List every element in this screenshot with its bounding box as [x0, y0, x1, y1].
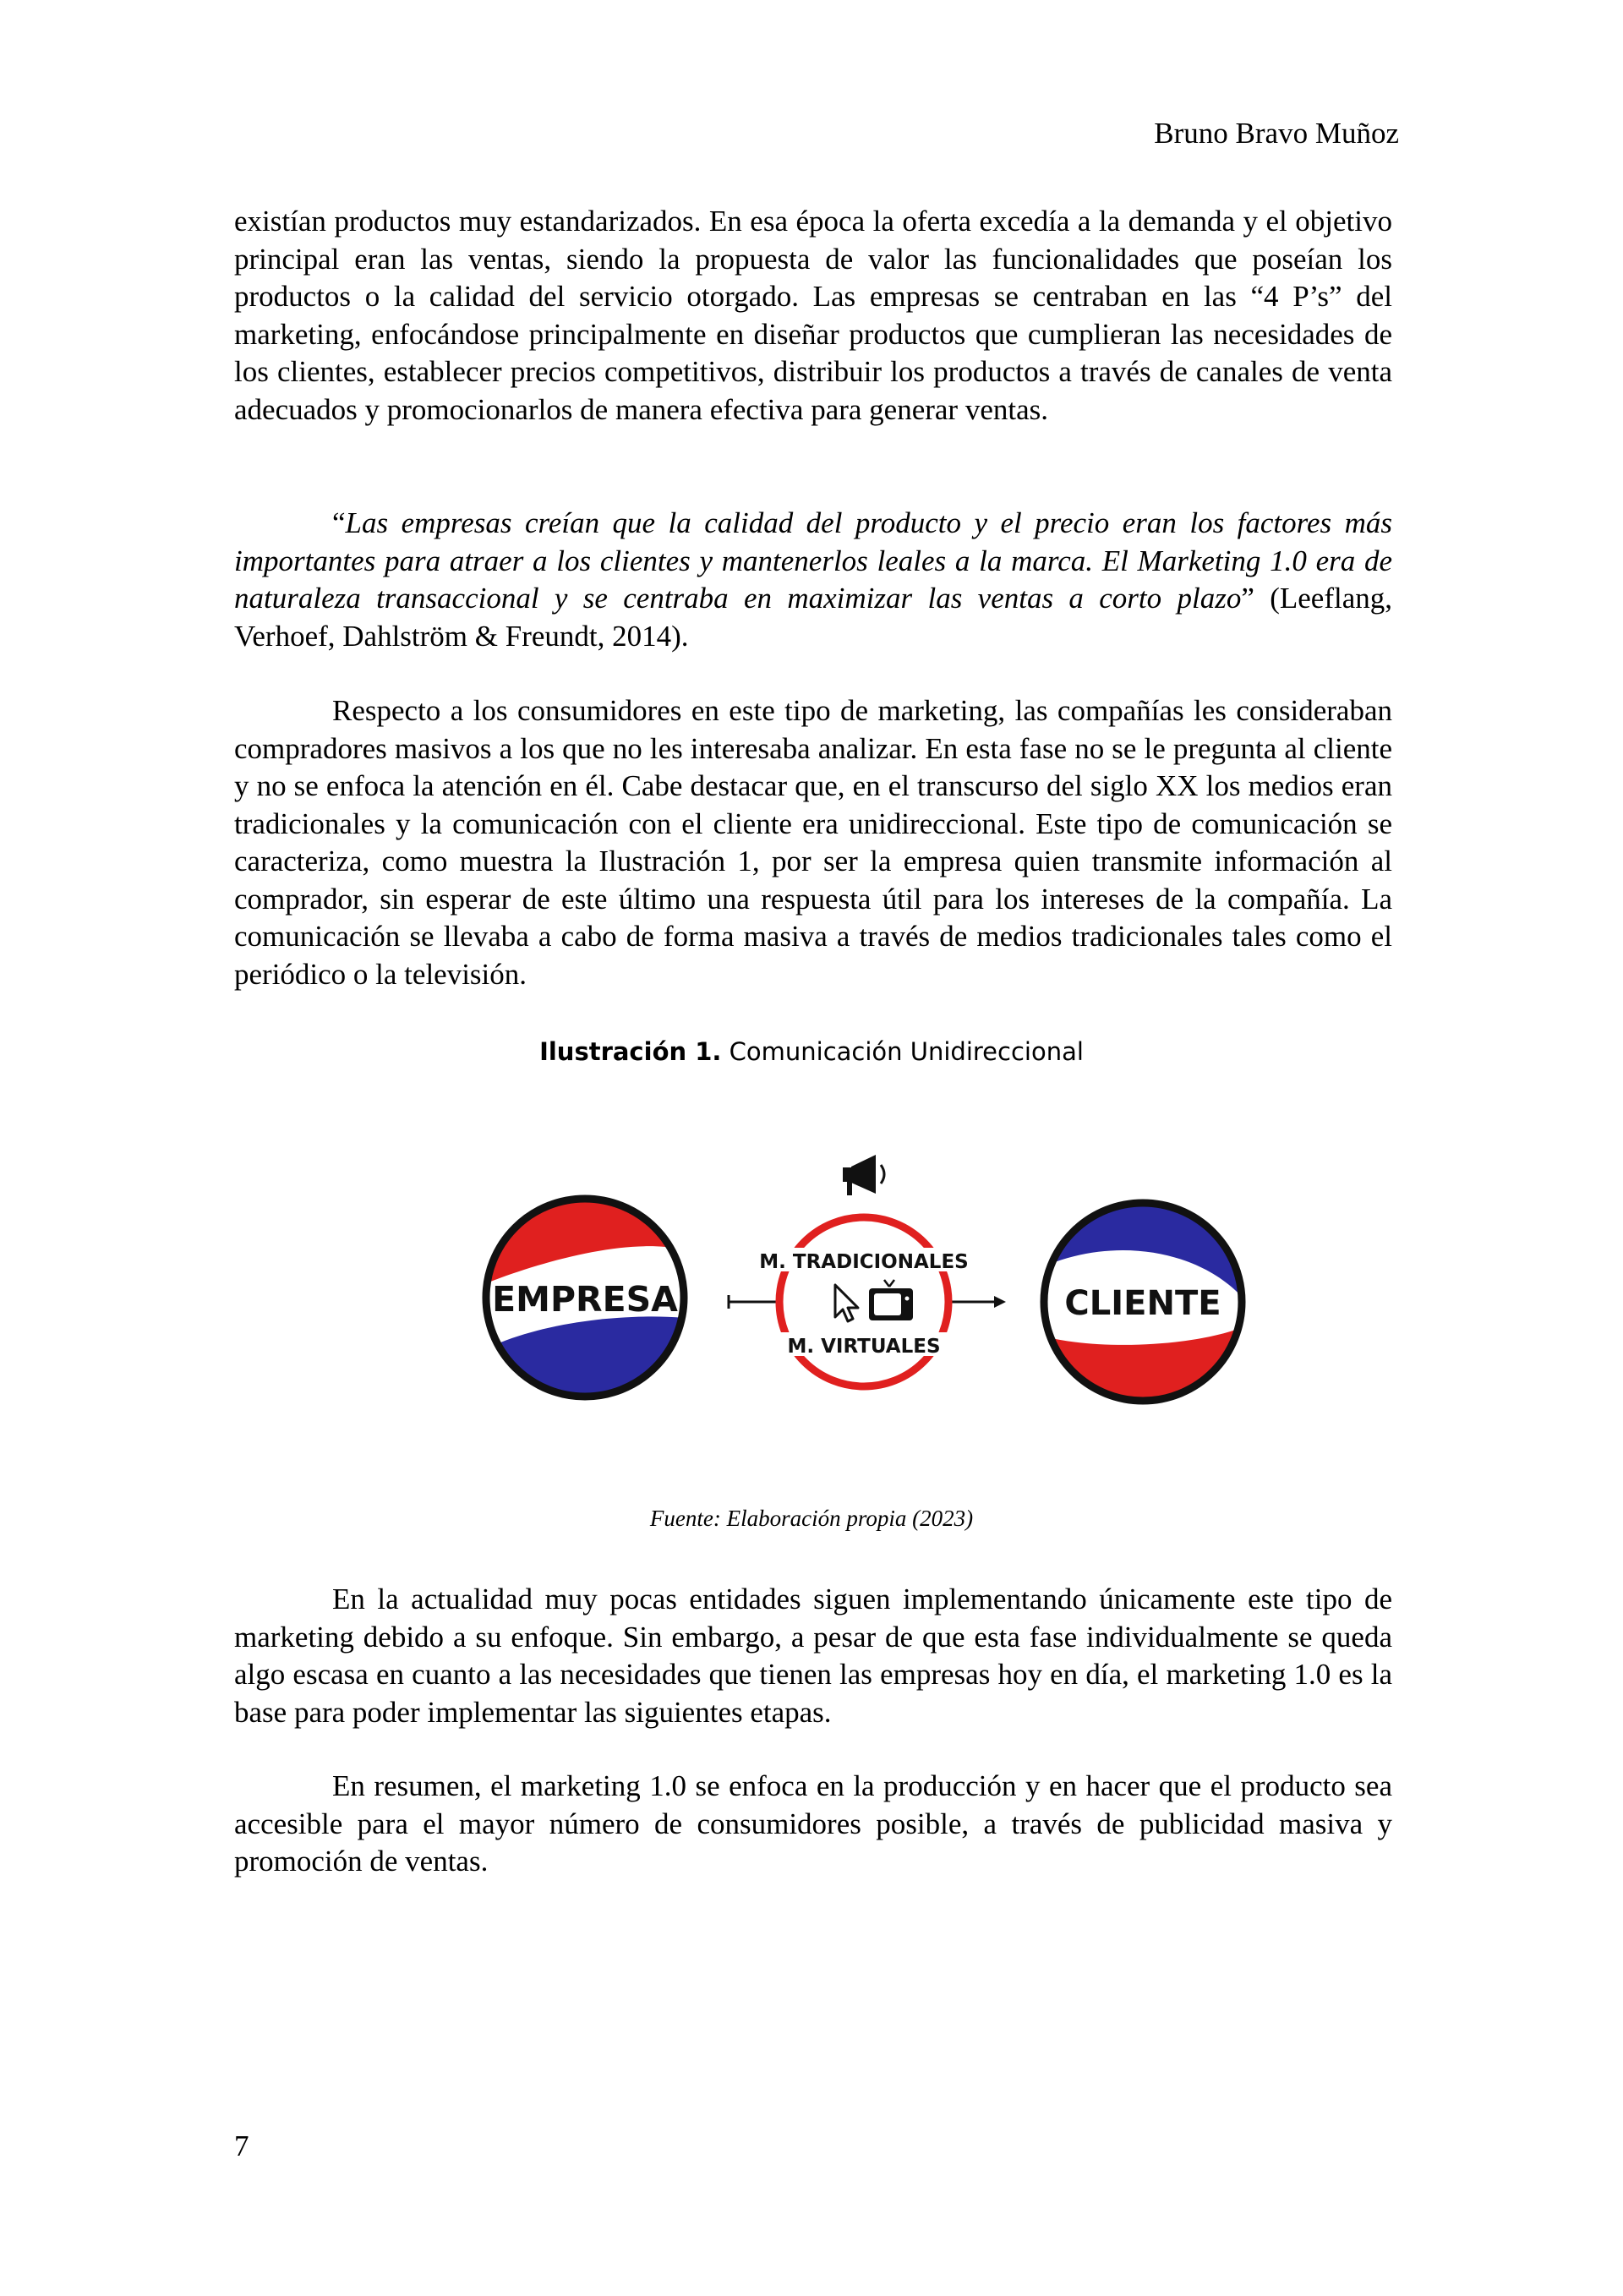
cliente-node	[1040, 1196, 1251, 1416]
megaphone-cone	[851, 1155, 876, 1194]
figure-caption-title: Comunicación Unidireccional	[721, 1037, 1084, 1066]
tv-screen	[874, 1293, 901, 1315]
running-header-author: Bruno Bravo Muñoz	[1154, 117, 1399, 150]
tv-knob	[905, 1297, 910, 1301]
media-node-ring	[779, 1217, 948, 1386]
megaphone-mouth	[843, 1167, 851, 1182]
media-traditional-label: M. TRADICIONALES	[759, 1251, 969, 1273]
paragraph-summary: En resumen, el marketing 1.0 se enfoca en la producción y en hacer que el producto sea accesible para el mayor número de consumidores posible, a través de publicidad masiva y promoción de ventas.	[234, 1769, 1392, 1878]
paragraph-marketing-1-intro: existían productos muy estandarizados. En esa época la oferta excedía a la demanda y el objetivo principal eran las ventas, siendo la propuesta de valor las funcionalidades que poseían los productos o la calidad del servicio otorgado. Las empresas se centraban en las “4 P’s” del marketing, enfocándose principalmente en diseñar productos que cumplieran las necesidades de los clientes, establecer precios competitivos, distribuir los productos a través de canales de venta adecuados y promocionarlos de manera efectiva para generar ventas.	[234, 205, 1392, 426]
megaphone-icon	[843, 1155, 884, 1195]
quote-citation: (Leeflang, Verhoef, Dahlström & Freundt, 2014).	[234, 582, 1392, 653]
media-node	[759, 1217, 968, 1386]
figure-caption-label: Ilustración 1.	[539, 1037, 722, 1066]
open-quote: “	[332, 506, 346, 539]
paragraph-consumers: Respecto a los consumidores en este tipo de marketing, las compañías les consideraban compradores masivos a los que no les interesaba analizar. En esta fase no se le pregunta al cliente y no se enfoca la atención en él. Cabe destacar que, en el transcurso del siglo XX los medios eran tradicionales y la comunicación con el cliente era unidireccional. Este tipo de comunicación se caracteriza, como muestra la Ilustración 1, por ser la empresa quien transmite información al comprador, sin esperar de este último una respuesta útil para los intereses de la compañía. La comunicación se llevaba a cabo de forma masiva a través de medios tradicionales tales como el periódico o la televisión.	[234, 694, 1392, 991]
page-number: 7	[234, 2129, 249, 2162]
arrow-right-head	[994, 1296, 1006, 1308]
megaphone-handle	[847, 1182, 852, 1195]
cliente-node-label: CLIENTE	[1064, 1284, 1221, 1323]
paragraph-quote	[234, 505, 1392, 655]
unidirectional-communication-figure	[473, 1141, 1251, 1429]
quote-text: Las empresas creían que la calidad del producto y el precio eran los factores más importantes para atraer a los clientes y mantenerlos leales a la marca. El Marketing 1.0 era de naturaleza transaccional y se centraba en maximizar las ventas a corto plazo	[234, 506, 1392, 615]
media-virtual-label: M. VIRTUALES	[787, 1336, 941, 1358]
paragraph-current-use: En la actualidad muy pocas entidades siguen implementando únicamente este tipo de marketing debido a su enfoque. Sin embargo, a pesar de que esta fase individualmente se queda algo escasa en cuanto a las necesidades que tienen las empresas hoy en día, el marketing 1.0 es la base para poder implementar las siguientes etapas.	[234, 1583, 1392, 1729]
megaphone-wave	[881, 1165, 884, 1184]
figure-caption	[0, 1036, 1623, 1067]
empresa-node	[482, 1192, 693, 1412]
figure-diagram	[473, 1141, 1251, 1429]
close-quote: ”	[1241, 582, 1254, 615]
figure-source: Fuente: Elaboración propia (2023)	[649, 1506, 974, 1531]
empresa-node-label: EMPRESA	[492, 1279, 678, 1320]
